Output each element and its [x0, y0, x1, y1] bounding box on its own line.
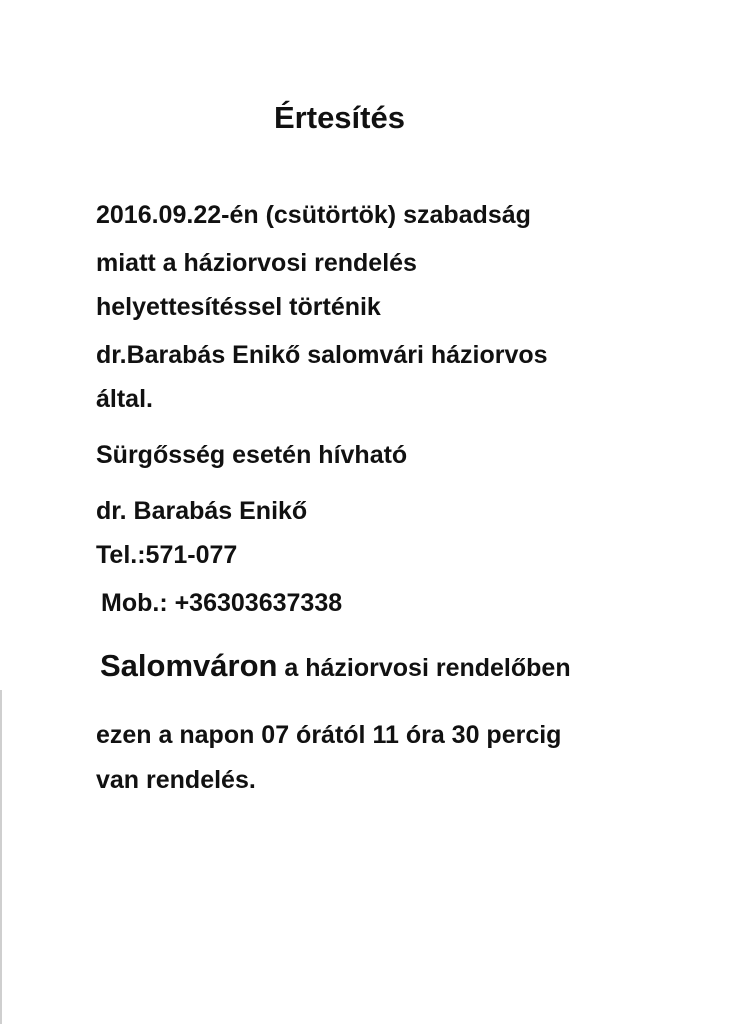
location-line [100, 648, 571, 683]
hours-line: ezen a napon 07 órától 11 óra 30 percig [96, 721, 562, 749]
scan-edge-divider [0, 690, 2, 1024]
paragraph-line: helyettesítéssel történik [96, 293, 381, 321]
contact-phone: Tel.:571-077 [96, 541, 238, 569]
location-rest: a háziorvosi rendelőben [284, 654, 571, 682]
contact-name: dr. Barabás Enikő [96, 497, 308, 525]
emergency-line: Sürgősség esetén hívható [96, 441, 408, 469]
hours-line: van rendelés. [96, 766, 256, 794]
paragraph-line: miatt a háziorvosi rendelés [96, 249, 417, 277]
paragraph-line: által. [96, 385, 153, 413]
paragraph-line: 2016.09.22-én (csütörtök) szabadság [96, 201, 531, 229]
contact-mobile: Mob.: +36303637338 [101, 589, 343, 617]
paragraph-line: dr.Barabás Enikő salomvári háziorvos [96, 341, 548, 369]
location-place: Salomváron [100, 648, 278, 683]
notice-title: Értesítés [274, 100, 405, 135]
